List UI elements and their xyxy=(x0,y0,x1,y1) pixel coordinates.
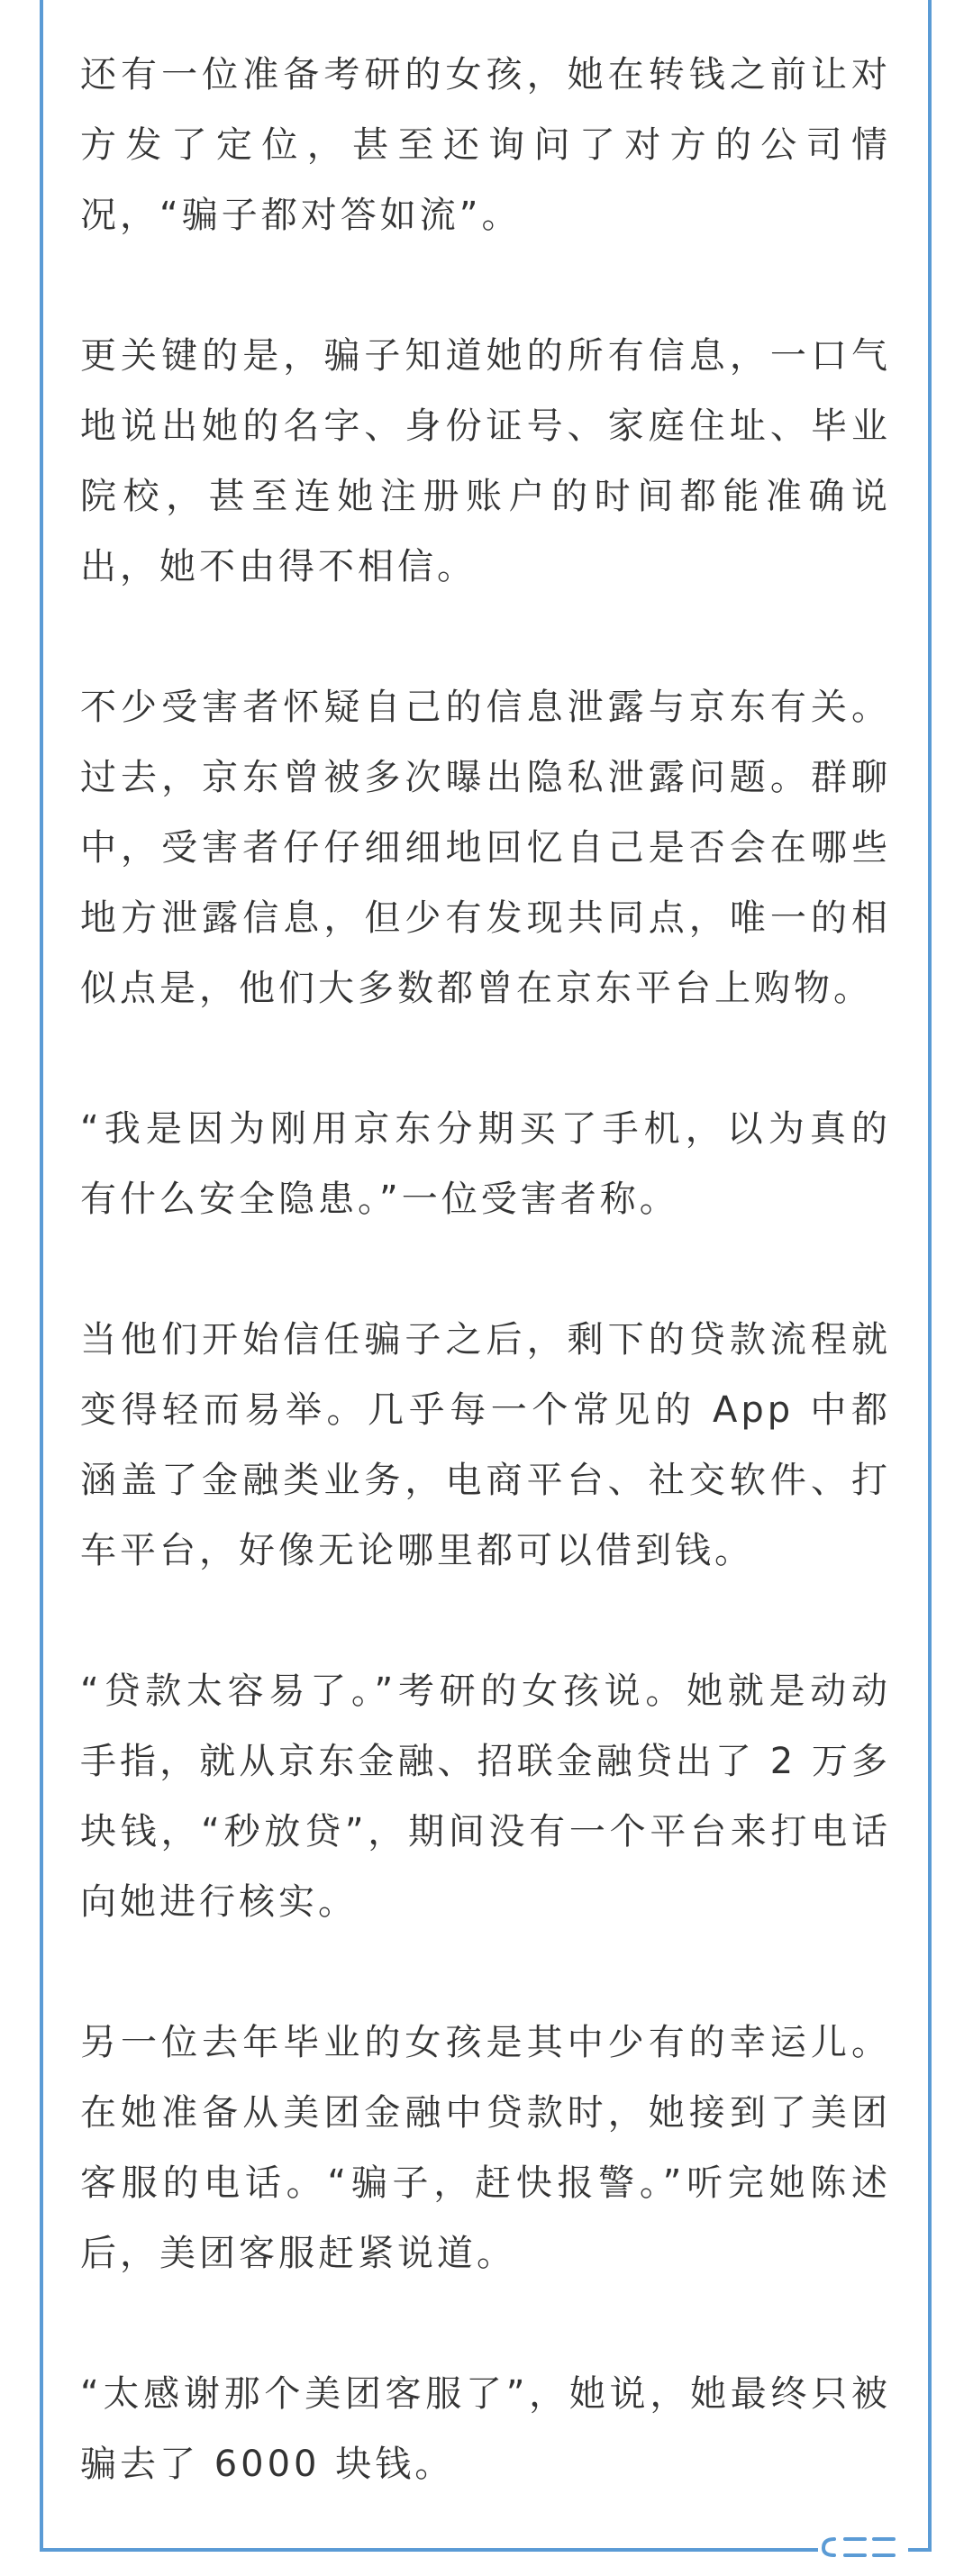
article-paragraph: “我是因为刚用京东分期买了手机，以为真的有什么安全隐患。”一位受害者称。 xyxy=(80,1108,891,1220)
article-paragraph: 当他们开始信任骗子之后，剩下的贷款流程就变得轻而易举。几乎每一个常见的 App 中都涵盖了金融类业务，电商平台、社交软件、打车平台，好像无论哪里都可以借到钱。 xyxy=(80,1319,891,1571)
article-paragraph: “太感谢那个美团客服了”，她说，她最终只被骗去了 6000 块钱。 xyxy=(80,2373,891,2485)
article-paragraph: 还有一位准备考研的女孩，她在转钱之前让对方发了定位，甚至还询问了对方的公司情况，“骗子都对答如流”。 xyxy=(80,54,891,236)
article-paragraph: 另一位去年毕业的女孩是其中少有的幸运儿。在她准备从美团金融中贷款时，她接到了美团客服的电话。“骗子，赶快报警。”听完她陈述后，美团客服赶紧说道。 xyxy=(80,2022,891,2274)
article-body xyxy=(80,40,891,2499)
article-paragraph: 不少受害者怀疑自己的信息泄露与京东有关。过去，京东曾被多次曝出隐私泄露问题。群聊中，受害者仔仔细细地回忆自己是否会在哪些地方泄露信息，但少有发现共同点，唯一的相似点是，他们大多数都曾在京东平台上购物。 xyxy=(80,687,891,1009)
decorative-corner-mark xyxy=(818,2534,908,2559)
article-paragraph: “贷款太容易了。”考研的女孩说。她就是动动手指，就从京东金融、招联金融贷出了 2 万多块钱，“秒放贷”，期间没有一个平台来打电话向她进行核实。 xyxy=(80,1670,891,1923)
article-paragraph: 更关键的是，骗子知道她的所有信息，一口气地说出她的名字、身份证号、家庭住址、毕业院校，甚至连她注册账户的时间都能准确说出，她不由得不相信。 xyxy=(80,335,891,587)
